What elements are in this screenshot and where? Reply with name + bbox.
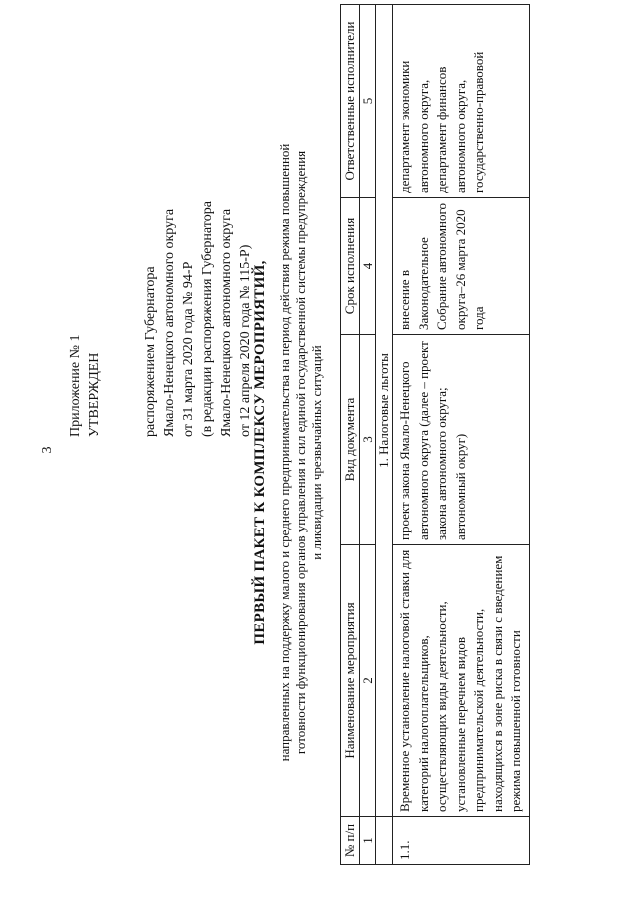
- row-measure-name: Временное установление налоговой ставки для категорий налогоплательщиков, осуществляющих виды деятельности, установленные перечнем видов предпринимательской деятельности, находящихся в зоне риска в связи с введением режима повышенной готовности: [393, 545, 530, 817]
- table-header-row: [341, 5, 360, 865]
- header-number: № п/п: [341, 817, 360, 865]
- header-deadline: Срок исполнения: [341, 198, 360, 335]
- heading-line: направленных на поддержку малого и среднего предпринимательства на период действия режима повышенной: [277, 143, 292, 762]
- row-deadline: внесение в Законодательное Собрание автономного округа–26 марта 2020 года: [393, 198, 530, 335]
- header-responsible: Ответственные исполнители: [341, 5, 360, 198]
- section-row: [376, 5, 393, 865]
- approval-line: от 12 апреля 2020 года № 115-Р): [238, 244, 253, 437]
- approved-label: УТВЕРЖДЕН: [87, 352, 102, 437]
- approval-gap: [104, 37, 141, 437]
- row-responsible: департамент экономики автономного округа, департамент финансов автономного округа, государственно-правовой: [393, 5, 530, 198]
- column-number: 2: [360, 545, 376, 817]
- row-document-type: проект закона Ямало-Ненецкого автономного округа (далее – проект закона автономного округа; автономный округ): [393, 335, 530, 545]
- header-document-type: Вид документа: [341, 335, 360, 545]
- page-number: 3: [40, 446, 55, 454]
- column-number-row: [360, 5, 376, 865]
- measures-table: [340, 4, 530, 865]
- heading-line: готовности функционирования органов управления и сил единой государственной системы предупреждения: [293, 150, 308, 755]
- document-heading: [252, 10, 325, 895]
- column-number: 1: [360, 817, 376, 865]
- section-spacer: [376, 817, 393, 865]
- appendix-label: Приложение № 1: [68, 334, 83, 437]
- approval-line: Ямало-Ненецкого автономного округа: [219, 208, 234, 437]
- header-measure-name: Наименование мероприятия: [341, 545, 360, 817]
- section-title: 1. Налоговые льготы: [376, 5, 393, 817]
- column-number: 4: [360, 198, 376, 335]
- approval-line: от 31 марта 2020 года № 94-Р: [181, 261, 196, 437]
- column-number: 5: [360, 5, 376, 198]
- row-number: 1.1.: [393, 817, 530, 865]
- document-title: ПЕРВЫЙ ПАКЕТ К КОМПЛЕКСУ МЕРОПРИЯТИЙ,: [252, 260, 268, 645]
- heading-line: и ликвидации чрезвычайных ситуаций: [309, 345, 324, 560]
- column-number: 3: [360, 335, 376, 545]
- approval-line: распоряжением Губернатора: [143, 266, 158, 437]
- approval-line: Ямало-Ненецкого автономного округа: [162, 208, 177, 437]
- approval-block: [66, 37, 255, 437]
- table-row: [393, 5, 530, 865]
- approval-line: (в редакции распоряжения Губернатора: [200, 201, 215, 437]
